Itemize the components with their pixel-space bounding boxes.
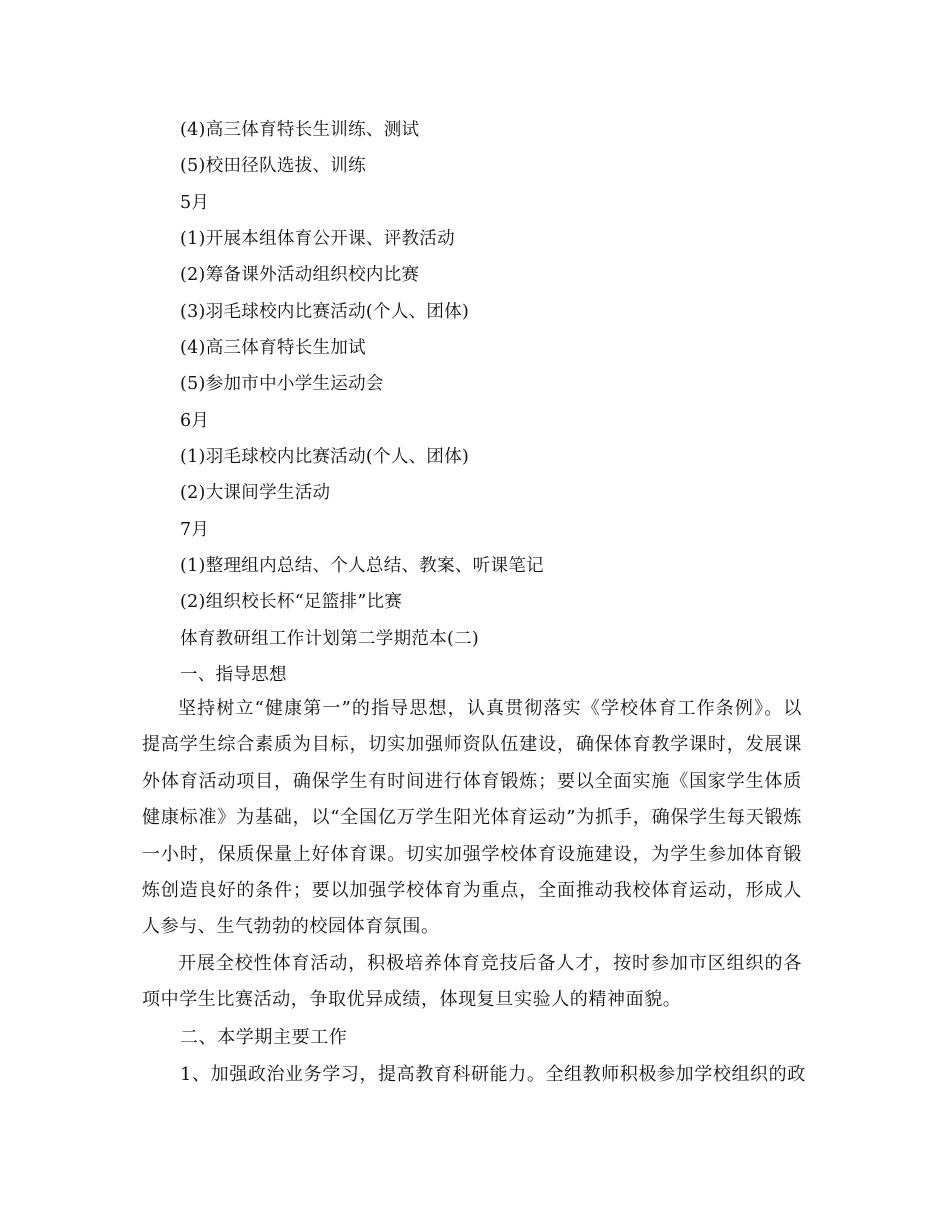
list-item: (1)开展本组体育公开课、评教活动 — [180, 229, 455, 249]
list-item: (3)羽毛球校内比赛活动(个人、团体) — [180, 302, 470, 322]
paragraph-line: 1、加强政治业务学习，提高教育科研能力。全组教师积极参加学校组织的政 — [180, 1064, 806, 1085]
month-heading: 6月 — [180, 411, 210, 431]
list-item: (2)大课间学生活动 — [180, 483, 331, 503]
list-item: (5)校田径队选拔、训练 — [180, 156, 366, 176]
list-item: (4)高三体育特长生训练、测试 — [180, 120, 420, 140]
section-heading: 二、本学期主要工作 — [180, 1027, 348, 1048]
list-item: (4)高三体育特长生加试 — [180, 338, 366, 358]
list-item: (1)羽毛球校内比赛活动(个人、团体) — [180, 447, 470, 467]
month-heading: 7月 — [180, 520, 210, 540]
list-item: (1)整理组内总结、个人总结、教案、听课笔记 — [180, 556, 544, 576]
list-item: (2)组织校长杯“足篮排”比赛 — [180, 592, 403, 612]
list-item: (2)筹备课外活动组织校内比赛 — [180, 265, 420, 285]
paragraph: 开展全校性体育活动，积极培养体育竞技后备人才，按时参加市区组织的各项中学生比赛活动，争取优异成绩，体现复旦实验人的精神面貌。 — [142, 953, 802, 1011]
paragraph: 坚持树立“健康第一”的指导思想，认真贯彻落实《学校体育工作条例》。以提高学生综合素质为目标，切实加强师资队伍建设，确保体育教学课时，发展课外体育活动项目，确保学生有时间进行体育锻炼；要以全面实施《国家学生体质健康标准》为基础，以“全国亿万学生阳光体育运动”为抓手，确保学生每天锻炼一小时，保质保量上好体育课。切实加强学校体育设施建设，为学生参加体育锻炼创造良好的条件；要以加强学校体育为重点，全面推动我校体育运动，形成人人参与、生气勃勃的校园体育氛围。 — [142, 698, 802, 938]
document-title: 体育教研组工作计划第二学期范本(二) — [180, 629, 480, 649]
section-heading: 一、指导思想 — [180, 665, 287, 685]
list-item: (5)参加市中小学生运动会 — [180, 374, 384, 394]
month-heading: 5月 — [180, 193, 210, 213]
